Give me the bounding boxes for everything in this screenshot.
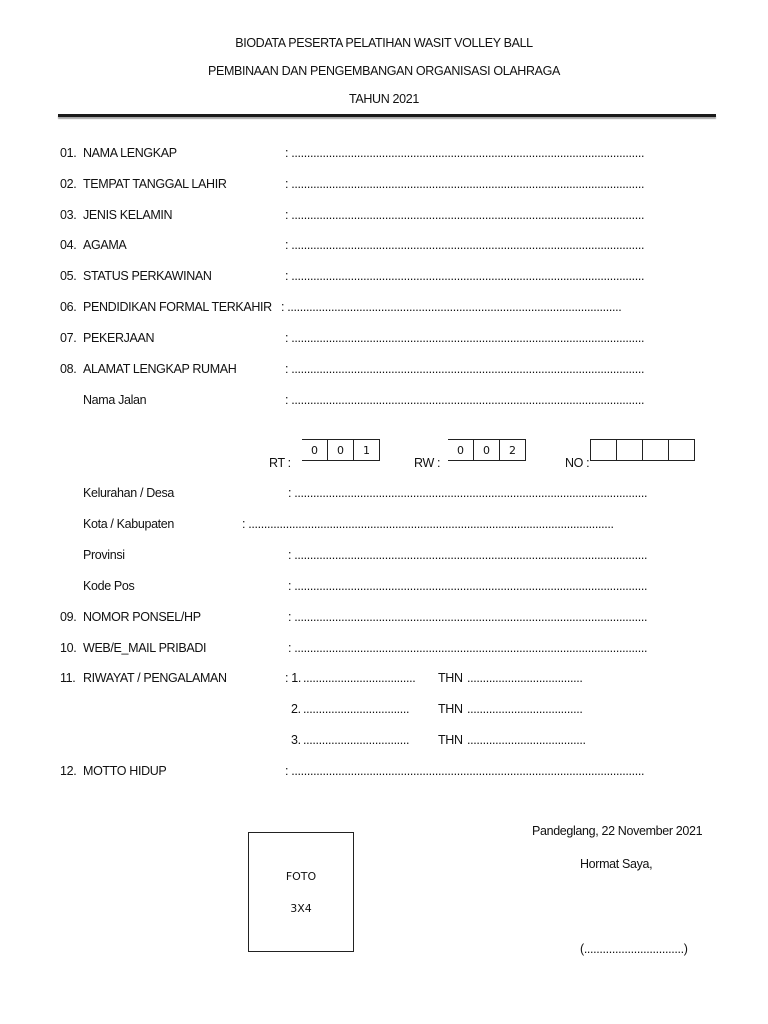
- field-blank[interactable]: : .................................................................................................................: [288, 610, 648, 624]
- field-blank[interactable]: : .................................................................................................................: [288, 579, 648, 593]
- riwayat-thn-label: THN: [438, 702, 463, 716]
- field-blank[interactable]: : .....................................................................................................................: [242, 517, 614, 531]
- field-number: 06.: [60, 300, 77, 314]
- field-blank[interactable]: : .................................................................................................................: [288, 486, 648, 500]
- riwayat-thn-blank[interactable]: .....................................: [467, 671, 583, 685]
- riwayat-row-prefix: : 1.: [285, 671, 301, 685]
- field-blank[interactable]: : .................................................................................................................: [288, 641, 648, 655]
- field-label: Kelurahan / Desa: [83, 486, 174, 500]
- riwayat-row-blank[interactable]: ..................................: [303, 702, 410, 716]
- field-number: 09.: [60, 610, 77, 624]
- field-blank[interactable]: : .................................................................................................................: [285, 208, 645, 222]
- field-number: 05.: [60, 269, 77, 283]
- field-blank[interactable]: : .................................................................................................................: [285, 393, 645, 407]
- no-digit[interactable]: [590, 439, 617, 461]
- field-blank[interactable]: : .................................................................................................................: [285, 764, 645, 778]
- field-blank[interactable]: : .................................................................................................................: [285, 146, 645, 160]
- field-number: 04.: [60, 238, 77, 252]
- field-label: JENIS KELAMIN: [83, 208, 173, 222]
- photo-label: FOTO: [285, 870, 317, 883]
- field-label: STATUS PERKAWINAN: [83, 269, 212, 283]
- field-number: 02.: [60, 177, 77, 191]
- field-number: 12.: [60, 764, 77, 778]
- riwayat-row-prefix: 2.: [291, 702, 301, 716]
- riwayat-thn-blank[interactable]: .....................................: [467, 702, 583, 716]
- riwayat-thn-label: THN: [438, 733, 463, 747]
- rt-digit[interactable]: 0: [328, 439, 354, 461]
- field-number: 10.: [60, 641, 77, 655]
- field-label: WEB/E_MAIL PRIBADI: [83, 641, 207, 655]
- riwayat-row-prefix: 3.: [291, 733, 301, 747]
- rw-digit[interactable]: 2: [500, 439, 526, 461]
- field-blank[interactable]: : .................................................................................................................: [285, 238, 645, 252]
- closing-text: Hormat Saya,: [580, 857, 653, 871]
- field-label: Provinsi: [83, 548, 125, 562]
- no-boxes[interactable]: [590, 439, 695, 461]
- field-label: RIWAYAT / PENGALAMAN: [83, 671, 227, 685]
- field-label: TEMPAT TANGGAL LAHIR: [83, 177, 227, 191]
- form-subtitle: PEMBINAAN DAN PENGEMBANGAN ORGANISASI OLAHRAGA: [207, 64, 561, 78]
- rt-digit[interactable]: 1: [354, 439, 380, 461]
- field-blank[interactable]: : .................................................................................................................: [285, 269, 645, 283]
- field-label: Kota / Kabupaten: [83, 517, 175, 531]
- photo-box[interactable]: [248, 832, 354, 952]
- field-number: 07.: [60, 331, 77, 345]
- place-date: Pandeglang, 22 November 2021: [532, 824, 703, 838]
- field-number: 11.: [60, 671, 76, 685]
- field-label: NAMA LENGKAP: [83, 146, 177, 160]
- riwayat-row-blank[interactable]: ..................................: [303, 733, 410, 747]
- riwayat-row-blank[interactable]: ....................................: [303, 671, 416, 685]
- rw-digit[interactable]: 0: [474, 439, 500, 461]
- field-label: MOTTO HIDUP: [83, 764, 167, 778]
- field-label: AGAMA: [83, 238, 127, 252]
- photo-size: 3X4: [290, 902, 312, 915]
- field-blank[interactable]: : .................................................................................................................: [285, 331, 645, 345]
- field-blank[interactable]: : .................................................................................................................: [285, 177, 645, 191]
- field-number: 03.: [60, 208, 77, 222]
- field-label: NOMOR PONSEL/HP: [83, 610, 201, 624]
- rw-boxes[interactable]: [444, 439, 526, 461]
- rt-label: RT :: [269, 456, 291, 470]
- field-blank[interactable]: : ...........................................................................................................: [281, 300, 622, 314]
- no-digit[interactable]: [643, 439, 669, 461]
- rt-boxes[interactable]: [298, 439, 380, 461]
- signature-name-blank[interactable]: (................................): [580, 942, 688, 956]
- no-digit[interactable]: [669, 439, 695, 461]
- form-year: TAHUN 2021: [349, 92, 419, 106]
- riwayat-thn-label: THN: [438, 671, 463, 685]
- field-number: 01.: [60, 146, 77, 160]
- no-digit[interactable]: [617, 439, 643, 461]
- field-label: ALAMAT LENGKAP RUMAH: [83, 362, 237, 376]
- no-label: NO :: [565, 456, 590, 470]
- field-label: PEKERJAAN: [83, 331, 155, 345]
- field-label: Nama Jalan: [83, 393, 147, 407]
- rw-digit[interactable]: 0: [448, 439, 474, 461]
- field-label: Kode Pos: [83, 579, 135, 593]
- riwayat-thn-blank[interactable]: ......................................: [467, 733, 586, 747]
- form-title: BIODATA PESERTA PELATIHAN WASIT VOLLEY BALL: [235, 36, 533, 50]
- field-blank[interactable]: : .................................................................................................................: [288, 548, 648, 562]
- field-label: PENDIDIKAN FORMAL TERKAHIR: [83, 300, 272, 314]
- rw-label: RW :: [414, 456, 441, 470]
- header-divider: [58, 114, 716, 117]
- field-blank[interactable]: : .................................................................................................................: [285, 362, 645, 376]
- field-number: 08.: [60, 362, 77, 376]
- rt-digit[interactable]: 0: [302, 439, 328, 461]
